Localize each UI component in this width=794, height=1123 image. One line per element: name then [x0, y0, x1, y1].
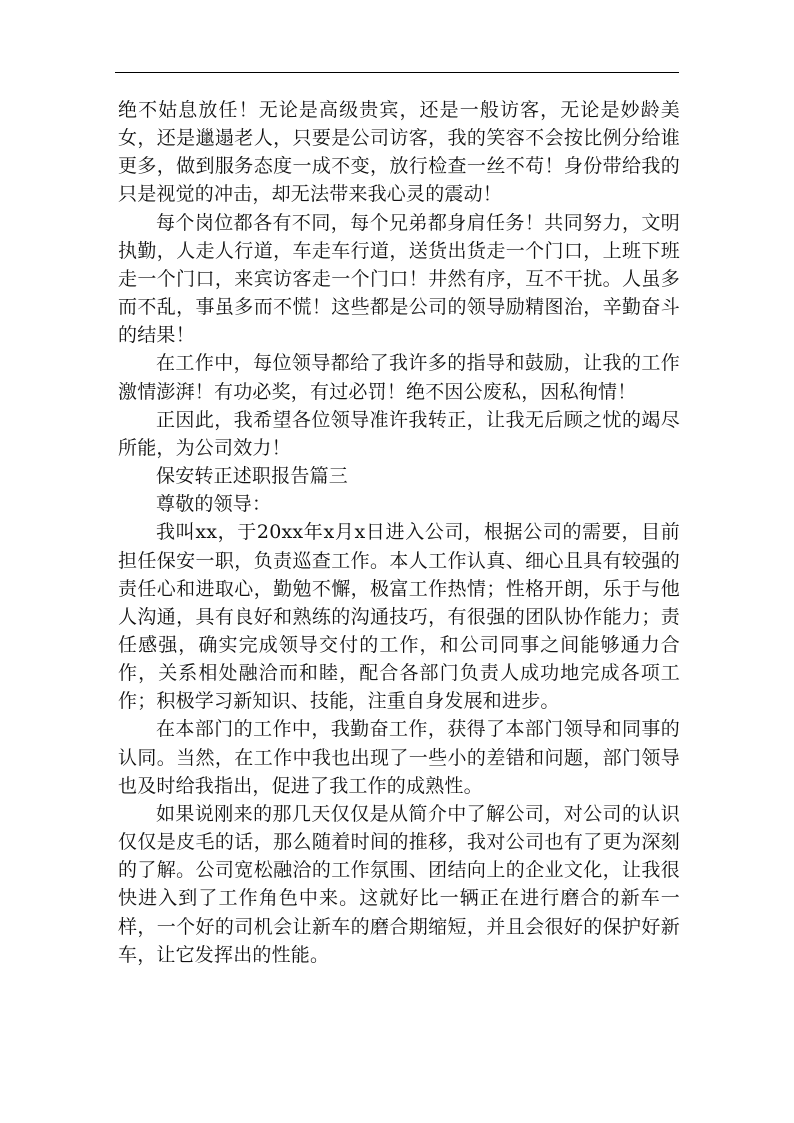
paragraph: 我叫xx，于20xx年x月x日进入公司，根据公司的需要，目前担任保安一职，负责巡查工作。本人工作认真、细心且具有较强的责任心和进取心，勤勉不懈，极富工作热情；性格开朗，乐于与他人沟通，具有良好和熟练的沟通技巧，有很强的团队协作能力；责任感强，确实完成领导交付的工作，和公司同事之间能够通力合作，关系相处融洽而和睦，配合各部门负责人成功地完成各项工作；积极学习新知识、技能，注重自身发展和进步。	[118, 521, 680, 713]
paragraph: 正因此，我希望各位领导准许我转正，让我无后顾之忧的竭尽所能，为公司效力！	[118, 408, 680, 459]
document-body	[118, 96, 680, 969]
section-title: 保安转正述职报告篇三	[156, 465, 349, 488]
paragraph: 绝不姑息放任！无论是高级贵宾，还是一般访客，无论是妙龄美女，还是邋遢老人，只要是公司访客，我的笑容不会按比例分给谁更多，做到服务态度一成不变，放行检查一丝不苟！身份带给我的只是视觉的冲击，却无法带来我心灵的震动！	[118, 99, 680, 206]
paragraph: 如果说刚来的那几天仅仅是从简介中了解公司，对公司的认识仅仅是皮毛的话，那么随着时间的推移，我对公司也有了更为深刻的了解。公司宽松融洽的工作氛围、团结向上的企业文化，让我很快进入到了工作角色中来。这就好比一辆正在进行磨合的新车一样，一个好的司机会让新车的磨合期缩短，并且会很好的保护好新车，让它发挥出的性能。	[118, 802, 680, 966]
paragraph: 在工作中，每位领导都给了我许多的指导和鼓励，让我的工作激情澎湃！有功必奖，有过必罚！绝不因公废私，因私徇情！	[118, 352, 680, 403]
salutation: 尊敬的领导：	[156, 493, 272, 516]
paragraph: 在本部门的工作中，我勤奋工作，获得了本部门领导和同事的认同。当然，在工作中我也出现了一些小的差错和问题，部门领导也及时给我指出，促进了我工作的成熟性。	[118, 718, 680, 797]
paragraph: 每个岗位都各有不同，每个兄弟都身肩任务！共同努力，文明执勤，人走人行道，车走车行道，送货出货走一个门口，上班下班走一个门口，来宾访客走一个门口！井然有序，互不干扰。人虽多而不乱，事虽多而不慌！这些都是公司的领导励精图治，辛勤奋斗的结果！	[118, 211, 680, 347]
header-rule	[115, 72, 679, 73]
